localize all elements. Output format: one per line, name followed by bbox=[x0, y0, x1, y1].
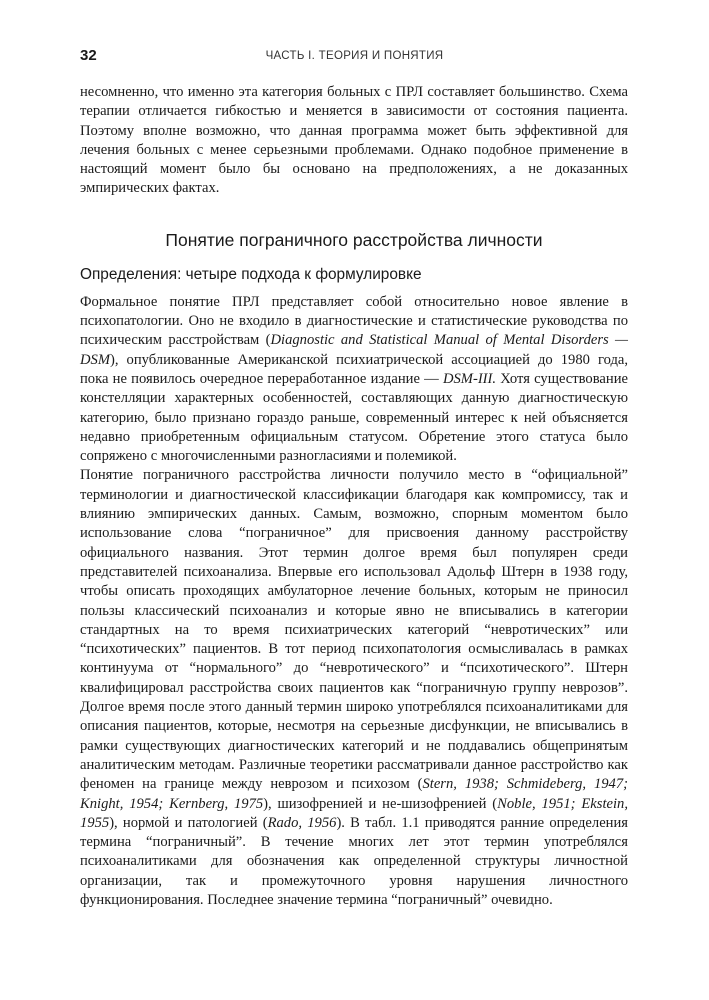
p2-text-1: Понятие пограничного расстройства личности получило место в “официальной” терминологии и диагностической классификации благодаря как компромиссу, так и влиянию эмпирических данных. Самым, возможно, спорным моментом было использование слова “пограничное” для присвоения данному расстройству официального названия. Этот термин долгое время был популярен среди представителей психоанализа. Впервые его использовал Адольф Штерн в 1938 году, чтобы описать проходящих амбулаторное лечение больных, которым не приносил пользы классический психоанализ и которые явно не вписывались в категории стандартных на то время психиатрических категорий “невротических” или “психотических” пациентов. В тот период психопатология осмысливалась в рамках континуума от “нормального” до “невротического” и “психотического”. Штерн квалифицировал расстройства своих пациентов как “пограничную группу неврозов”. Долгое время после этого данный термин широко употреблялся психоаналитиками для описания пациентов, которые, несмотря на серьезные дисфункции, не вписывались в рамки существующих диагностических категорий и не поддавались общепринятым аналитическим методам. Различные теоретики рассматривали данное расстройство как феномен на границе между неврозом и психозом ( bbox=[80, 467, 628, 793]
p2-text-2: ), шизофренией и не-шизофренией ( bbox=[263, 795, 498, 812]
p1-text-2: ), опубликованные Американской психиатрической ассоциацией до 1980 года, пока не появилось очередное переработанное издание — bbox=[80, 351, 628, 387]
p1-citation-dsm3: DSM-III. bbox=[442, 370, 497, 387]
p2-text-4: ). В табл. 1.1 приводятся ранние определения термина “пограничный”. В течение многих лет этот термин употреблялся психоаналитиками для обозначения как определенной структуры личностной организации, так и промежуточного уровня нарушения личностного функционирования. Последнее значение термина “пограничный” очевидно. bbox=[80, 814, 629, 908]
section-title: Понятие пограничного расстройства личности bbox=[165, 229, 543, 250]
p2-citation-3: Rado, 1956 bbox=[267, 814, 337, 831]
p2-text-3: ), нормой и патологией ( bbox=[109, 814, 268, 831]
page-header bbox=[80, 47, 629, 67]
page-number: 32 bbox=[80, 47, 97, 64]
running-head: ЧАСТЬ I. ТЕОРИЯ И ПОНЯТИЯ bbox=[265, 50, 444, 62]
p2-citation-1: Stern, 1938; Schmideberg, 1947; Knight, 1954; Kernberg, 1975 bbox=[80, 776, 628, 812]
p1-text-1: Формальное понятие ПРЛ представляет собой относительно новое явление в психопатологии. Оно не входило в диагностические и статистические руководства по психическим расстройствам ( bbox=[80, 293, 628, 349]
paragraph-1 bbox=[80, 293, 628, 467]
intro-paragraph: несомненно, что именно эта категория больных с ПРЛ составляет большинство. Схема терапии отличается гибкостью и меняется в зависимости от состояния пациента. Поэтому вполне возможно, что данная программа может быть эффективной для лечения больных с менее серьезными проблемами. Однако подобное применение в настоящий момент было бы основано на предположениях, а не доказанных эмпирических фактах. bbox=[80, 84, 628, 197]
paragraph-2 bbox=[80, 466, 628, 910]
page-content bbox=[80, 83, 628, 910]
subsection-title: Определения: четыре подхода к формулировке bbox=[80, 265, 422, 283]
p1-citation-dsm: Diagnostic and Statistical Manual of Mental Disorders — DSM bbox=[80, 332, 629, 368]
p1-text-3: Хотя существование констелляции характерных особенностей, составляющих данную диагностическую категорию, было признано гораздо раньше, современный интерес к ней объясняется недавно приобретенным официальным статусом. Обретение этого статуса было сопряжено с многочисленными разногласиями и полемикой. bbox=[80, 370, 628, 465]
p2-citation-2: Noble, 1951; Ekstein, 1955 bbox=[80, 795, 628, 831]
